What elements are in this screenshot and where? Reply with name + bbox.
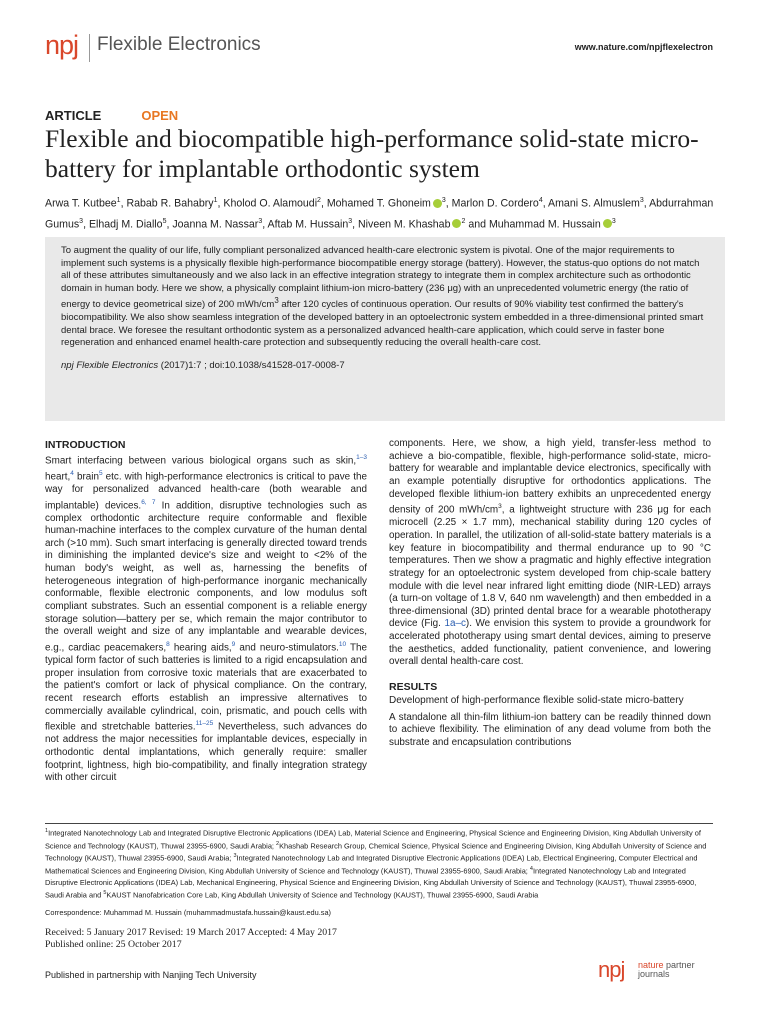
author-name[interactable]: Muhammad M. Hussain bbox=[488, 218, 601, 231]
footer-rule bbox=[45, 823, 713, 824]
reference-link[interactable]: 11–25 bbox=[195, 720, 214, 728]
article-type bbox=[45, 108, 178, 123]
intro-text-segment: Nevertheless, such advances do not address the major necessities for implantable devices, especially in orthodontic dental implantations, which generally require: smaller footprint, lightness, high bio-compatibility, and finally integration strategy with other circuit bbox=[45, 721, 368, 784]
intro-cont-part-2: , a lightweight structure with 236 μg for each microcell (2.25 × 1.7 mm), mechanical stability during 120 cycles of operation. In parallel, the utilization of all-solid-state battery materials is a key feature in biocompatibility and thermal endurance up to 90 °C temperatures. Then we show a pragmatic and highly effective integration strategy for an optoelectronic system developed from chip-scale battery module with die level near infrared light emitting diode (NIR-LED) arrays (a turn-on voltage of 1.8 V, 640 nm wavelength) and then embedded in a three-dimensional (3D) printed dental brace for a wearable phototherapy device (Fig. bbox=[389, 504, 711, 630]
author-affiliation-number: 3 bbox=[611, 217, 616, 225]
figure-link[interactable]: 1a–c bbox=[444, 618, 466, 630]
results-text: A standalone all thin-film lithium-ion battery can be readily thinned down to achieve flexibility. The elimination of any dead volume from both the substrate and encapsulation contributions bbox=[389, 711, 711, 748]
affiliation-number: 2 bbox=[276, 840, 280, 847]
intro-text-segment: brain bbox=[73, 471, 99, 483]
journal-name[interactable]: Flexible Electronics bbox=[97, 34, 261, 55]
abstract-part-1: To augment the quality of our life, fully compliant personalized advanced health-care electronic system is pivotal. One of the major requirements to implement such systems is a physically flexible high-performance biocompatible energy storage (battery). However, the status-quo options do not match all of these attributes simultaneously and we also lack in an effective integration strategy to integrate them in complex architecture such as orthodontic domain in human body. Here we show, a physically complaint lithium-ion micro-battery (236 μg) with an unprecedented volumetric energy (the ratio of energy to device geometrical size) of 200 mWh/cm bbox=[61, 245, 700, 311]
author-affiliation-number: 3 bbox=[258, 217, 263, 225]
article-dates bbox=[45, 927, 337, 950]
reference-link[interactable]: 9 bbox=[231, 641, 236, 649]
author-affiliation-number: 3 bbox=[348, 217, 353, 225]
subsection-heading: Development of high-performance flexible solid-state micro-battery bbox=[389, 695, 684, 707]
abstract-box bbox=[45, 237, 725, 421]
author-name[interactable]: Elhadj M. Diallo bbox=[88, 218, 163, 231]
journal-header bbox=[45, 28, 713, 68]
intro-text-segment: In addition, disruptive technologies such as complex orthodontic architecture require conformable and flexible human-machine interfaces to the complex curvature of the human dental arch (>10 mm). Such smart interfacing is generally directed toward trends in diminishing the implanted device's size and weight to <2% of the human body's weight, as well as, harnessing the benefits of heterogeneous integration of high-performance inorganic mechanically conformable, flexible electronic components, and low modulus soft compliant substrates. Such an essential component is a reliable energy storage solution—battery per se, which remain the major contributor to the overall weight and size of any implantable and wearable devices, e.g., cardiac peacemakers, bbox=[45, 499, 367, 654]
affiliation-text: Integrated Nanotechnology Lab and Integrated Disruptive Electronic Applications (IDEA) Lab, Material Science and Engineering, Physical Science and Engineering Division, King Abdullah University of Science and Technology (KAUST), Thuwal 23955-6900, Saudi Arabia; bbox=[45, 828, 701, 851]
reference-link[interactable]: 8 bbox=[166, 641, 170, 649]
introduction-text bbox=[45, 452, 367, 785]
affiliation-number: 5 bbox=[103, 889, 107, 896]
intro-cont-part-3: ). We envision this system to provide a groundwork for accelerated phototherapy using smart dental devices, aiming to preserve the aesthetics, added functionality, patient convenience, and lowering overall dental health-care cost. bbox=[389, 618, 711, 668]
citation-doi[interactable]: (2017)1:7 ; doi:10.1038/s41528-017-0008-7 bbox=[158, 359, 345, 371]
correspondence: Correspondence: Muhammad M. Hussain (muhammadmustafa.hussain@kaust.edu.sa) bbox=[45, 908, 332, 917]
intro-cont-part-1: components. Here, we show, a high yield, transfer-less method to achieve a bio-compatible, flexible, high-performance solid-state, micro-battery for wearable and implantable device electronics, specifically with an example potentially disruptive for orthodontics applications. The developed flexible lithium-ion battery exhibits an unprecedented energy density of 200 mWh/cm bbox=[389, 438, 711, 516]
affiliation-text: Integrated Nanotechnology Lab and Integrated Disruptive Electronic Applications (IDEA) Lab, Mechanical Engineering, Physical Science and Engineering Division, King Abdullah University of Science and Technology (KAUST), Thuwal 23955-6900, Saudi Arabia and bbox=[45, 866, 697, 900]
author-affiliation-number: 3 bbox=[441, 197, 446, 204]
author-affiliation-number: 2 bbox=[461, 217, 466, 225]
logo-divider bbox=[89, 34, 90, 62]
author-name[interactable]: Joanna M. Nassar bbox=[172, 218, 259, 231]
author-name[interactable]: Amani S. Almuslem bbox=[548, 197, 640, 210]
author-name[interactable]: Rabab R. Bahabry bbox=[126, 197, 214, 210]
reference-link[interactable]: 1–3 bbox=[356, 454, 367, 461]
intro-text-segment: The typical form factor of such batteries is limited to a rigid encapsulation and proper insulation from corrosive toxic materials that are exacerbated to the patient's comfort or lack of physical compliance. On the contrary, recent research efforts establish an impressive alternatives to commercially available cylindrical, coin, prismatic, and pouch cells with flexible and stretchable batteries. bbox=[45, 642, 368, 733]
affiliation-text: KAUST Nanofabrication Core Lab, King Abdullah University of Science and Technology (KAUST), Thuwal 23955-6900, Saudi Arabia bbox=[106, 890, 539, 900]
body-column-left bbox=[45, 438, 367, 785]
section-heading-results: RESULTS bbox=[389, 681, 438, 694]
journal-url[interactable]: www.nature.com/npjflexelectron bbox=[574, 42, 713, 52]
affiliation-text: Integrated Nanotechnology Lab and Integrated Disruptive Electronic Applications (IDEA) Lab, Electrical Engineering, Computer Electrical and Mathematical Sciences and Engineering Division, King Abdullah University of Science and Technology (KAUST), Thuwal 23955-6900, Saudi Arabia; bbox=[45, 853, 698, 876]
bottom-logo-journals: journals bbox=[638, 969, 670, 979]
nature-partner-journals-logo[interactable] bbox=[598, 957, 718, 993]
author-name[interactable]: Niveen M. Khashab bbox=[358, 218, 451, 231]
author-name[interactable]: Marlon D. Cordero bbox=[451, 197, 539, 210]
received-dates: Received: 5 January 2017 Revised: 19 March 2017 Accepted: 4 May 2017 bbox=[45, 927, 337, 938]
intro-text-segment: hearing aids, bbox=[169, 642, 232, 654]
author-name[interactable]: Aftab M. Hussain bbox=[267, 218, 349, 231]
reference-link[interactable]: 6, 7 bbox=[141, 498, 156, 506]
intro-text-segment: Smart interfacing between various biological organs such as skin, bbox=[45, 455, 357, 467]
partner-statement: Published in partnership with Nanjing Tech University bbox=[45, 970, 257, 980]
author-name[interactable]: Mohamed T. Ghoneim bbox=[326, 197, 431, 210]
author-name[interactable]: Arwa T. Kutbee bbox=[45, 197, 117, 210]
bottom-logo-partner: partner bbox=[666, 960, 695, 970]
open-access-badge: OPEN bbox=[141, 108, 179, 123]
affiliation-number: 3 bbox=[233, 853, 237, 860]
author-affiliation-number: 2 bbox=[317, 197, 321, 204]
affiliations bbox=[45, 826, 713, 901]
npj-logo[interactable]: npj bbox=[45, 30, 79, 60]
abstract-part-2: after 120 cycles of continuous operation. Our results of 90% viability test confirmed the battery's biocompatibility. We also show seamless integration of the developed battery in an optoelectronic system embedded in a three-dimensional printed smart dental brace. We foresee the resultant orthodontic system as a personalized advanced health-care application, which could serve in faster bone regeneration and enhanced enamel health-care protection and subsequently reducing the overall health-care cost. bbox=[61, 299, 704, 349]
author-affiliation-number: 3 bbox=[79, 217, 84, 225]
intro-text-segment: heart, bbox=[45, 471, 71, 483]
intro-text-segment: etc. with high-performance electronics is critical to pave the way for personalized advanced health-care (both wearable and implantable) devices. bbox=[45, 471, 367, 511]
bottom-npj-logo: npj bbox=[598, 957, 625, 982]
bottom-logo-nature: nature bbox=[638, 960, 664, 970]
reference-link[interactable]: 4 bbox=[70, 469, 74, 477]
orcid-icon[interactable] bbox=[603, 219, 612, 228]
author-name[interactable]: Abdurrahman Gumus bbox=[45, 197, 714, 231]
citation-journal: npj Flexible Electronics bbox=[61, 359, 159, 371]
published-date: Published online: 25 October 2017 bbox=[45, 938, 182, 950]
intro-cont-superscript: 3 bbox=[498, 503, 502, 511]
author-list: Arwa T. Kutbee$^1$, Rabab R. Bahabry$^1$, Kholod O. Alamoudi$^2$, Mohamed T. Ghoneim $^3$, Marlon D. Cordero$^4$, Amani S. Almuslem$^3$, Abdurrahman Gumus$^3$, Elhadj M. Diallo$^5$, Joanna M. Nassar$^3$, Aftab M. Hussain$^3$, Niveen M. Khashab $^2$ and Muhammad M. Hussain $^3$ bbox=[45, 197, 714, 231]
author-affiliation-number: 4 bbox=[538, 197, 543, 204]
author-affiliation-number: 5 bbox=[162, 217, 167, 225]
intro-text-segment: and neuro-stimulators. bbox=[235, 642, 339, 654]
orcid-icon[interactable] bbox=[433, 199, 442, 208]
abstract-superscript: 3 bbox=[274, 296, 279, 306]
author-affiliation-number: 1 bbox=[116, 197, 121, 204]
bottom-logo-text bbox=[638, 961, 708, 979]
affiliation-text: Khashab Research Group, Chemical Science, Physical Science and Engineering Division, King Abdullah University of Science and Technology (KAUST), Thuwal 23955-6900, Saudi Arabia; bbox=[45, 841, 707, 863]
reference-link[interactable]: 5 bbox=[98, 469, 103, 477]
affiliation-number: 1 bbox=[45, 828, 49, 834]
article-type-label: ARTICLE bbox=[45, 108, 102, 123]
body-column-right bbox=[389, 438, 711, 750]
affiliation-number: 4 bbox=[529, 866, 533, 873]
introduction-continued bbox=[389, 438, 711, 669]
section-heading-introduction: INTRODUCTION bbox=[45, 439, 126, 451]
abstract-text bbox=[61, 245, 709, 350]
author-name[interactable]: Kholod O. Alamoudi bbox=[223, 197, 318, 210]
article-title: Flexible and biocompatible high-performance solid-state micro-battery for implantable orthodontic system bbox=[45, 124, 699, 183]
reference-link[interactable]: 10 bbox=[338, 641, 347, 649]
author-affiliation-number: 1 bbox=[213, 197, 218, 204]
author-affiliation-number: 3 bbox=[639, 197, 644, 204]
citation-line bbox=[61, 360, 709, 371]
